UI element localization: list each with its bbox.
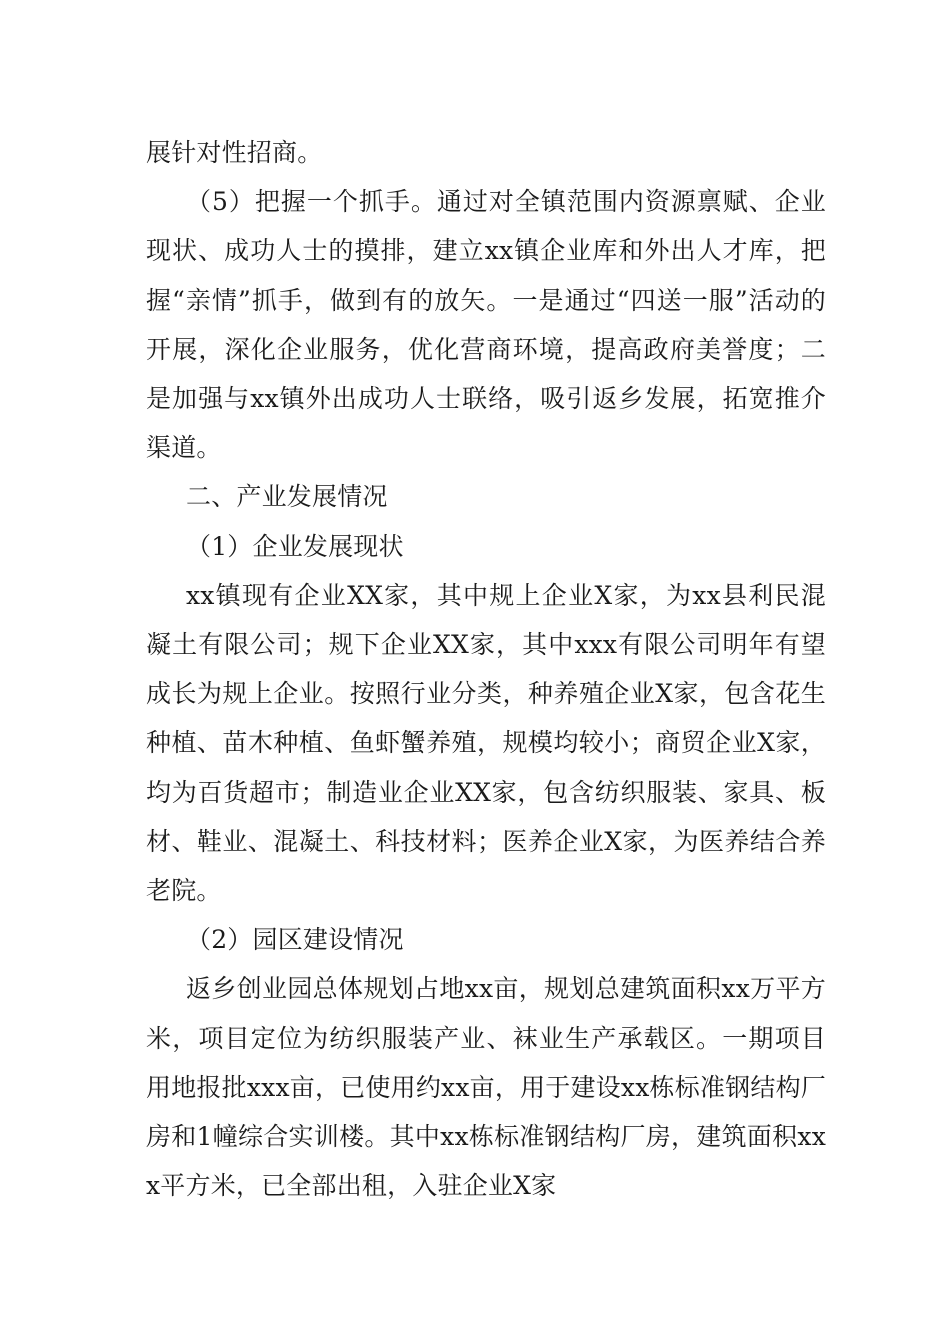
subheading-enterprise-status: （1）企业发展现状 [186, 531, 404, 561]
section-heading-industry: 二、产业发展情况 [186, 482, 388, 512]
document-body [146, 128, 826, 1210]
paragraph-enterprise-status: xx镇现有企业XX家，其中规上企业X家，为xx县利民混凝土有限公司；规下企业XX家，其中xxx有限公司明年有望成长为规上企业。按照行业分类，种养殖企业X家，包含花生种植、苗木种植、鱼虾蟹养殖，规模均较小；商贸企业X家，均为百货超市；制造业企业XX家，包含纺织服装、家具、板材、鞋业、混凝土、科技材料；医养企业X家，为医养结合养老院。 [146, 580, 826, 906]
paragraph-grasp-handle: （5）把握一个抓手。通过对全镇范围内资源禀赋、企业现状、成功人士的摸排，建立xx镇企业库和外出人才库，把握“亲情”抓手，做到有的放矢。一是通过“四送一服”活动的开展，深化企业服务，优化营商环境，提高政府美誉度；二是加强与xx镇外出成功人士联络，吸引返乡发展，拓宽推介渠道。 [146, 187, 826, 463]
subheading-park-construction: （2）园区建设情况 [186, 925, 404, 955]
paragraph-park-construction: 返乡创业园总体规划占地xx亩，规划总建筑面积xx万平方米，项目定位为纺织服装产业、袜业生产承载区。一期项目用地报批xxx亩，已使用约xx亩，用于建设xx栋标准钢结构厂房和1幢综合实训楼。其中xx栋标准钢结构厂房，建筑面积xxx平方米，已全部出租，入驻企业X家 [146, 974, 826, 1201]
paragraph-continuation: 展针对性招商。 [146, 138, 323, 167]
